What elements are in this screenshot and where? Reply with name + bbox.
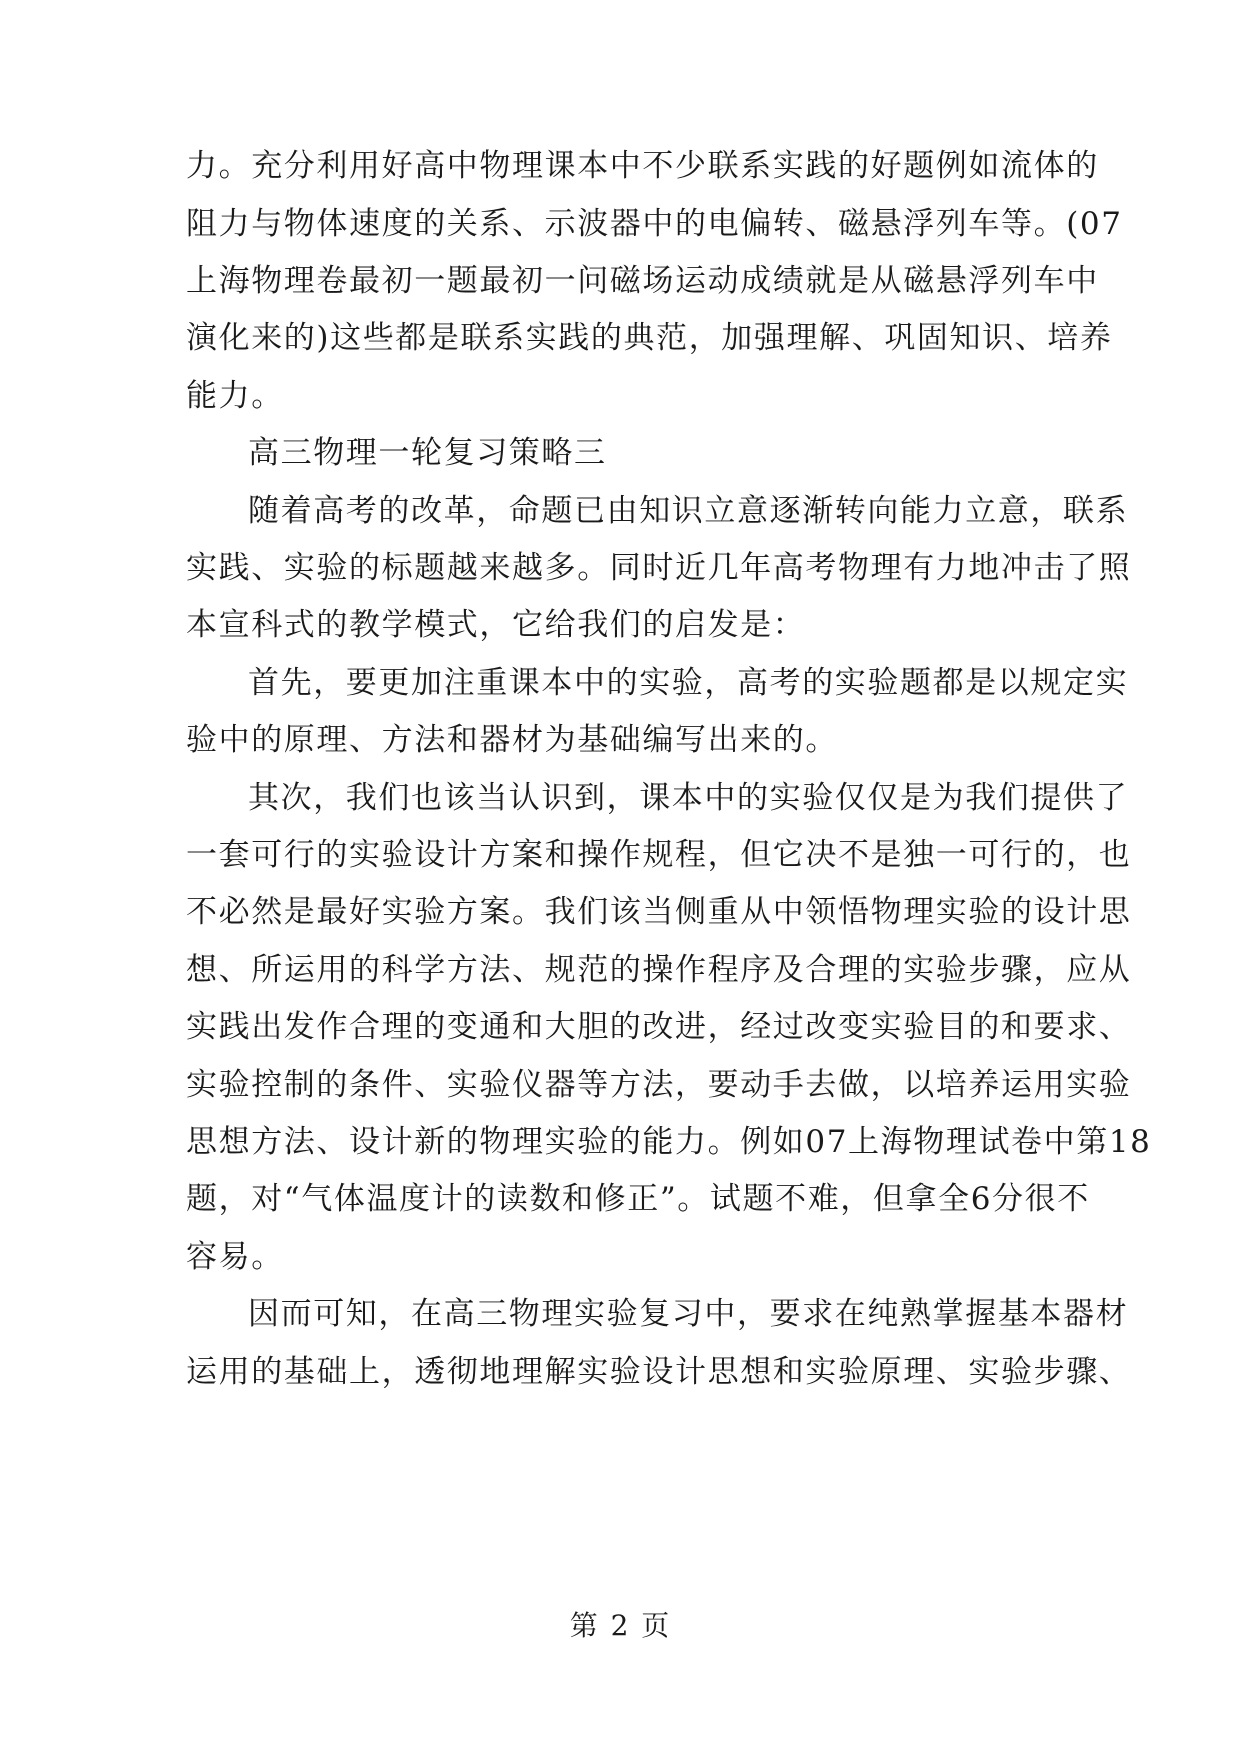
- body-text-line: 想、所运用的科学方法、规范的操作程序及合理的实验步骤，应从: [186, 952, 1132, 988]
- body-text-line: 运用的基础上，透彻地理解实验设计思想和实验原理、实验步骤、: [186, 1354, 1132, 1390]
- body-text-line: 一套可行的实验设计方案和操作规程，但它决不是独一可行的，也: [186, 837, 1132, 873]
- body-text-line: 随着高考的改革，命题已由知识立意逐渐转向能力立意，联系: [248, 493, 1129, 529]
- body-text-line: 本宣科式的教学模式，它给我们的启发是：: [186, 607, 806, 643]
- body-text-line: 能力。: [186, 378, 284, 414]
- body-text-line: 演化来的)这些都是联系实践的典范，加强理解、巩固知识、培养: [186, 320, 1113, 356]
- body-text-line: 容易。: [186, 1239, 284, 1275]
- body-text-line: 实践、实验的标题越来越多。同时近几年高考物理有力地冲击了照: [186, 550, 1132, 586]
- body-text-line: 题，对“气体温度计的读数和修正”。试题不难，但拿全6分很不: [186, 1181, 1090, 1217]
- section-heading: 高三物理一轮复习策略三: [248, 435, 607, 471]
- body-text-line: 实验控制的条件、实验仪器等方法，要动手去做，以培养运用实验: [186, 1067, 1132, 1103]
- body-text-line: 因而可知，在高三物理实验复习中，要求在纯熟掌握基本器材: [248, 1296, 1129, 1332]
- body-text-line: 验中的原理、方法和器材为基础编写出来的。: [186, 722, 838, 758]
- body-text-line: 其次，我们也该当认识到，课本中的实验仅仅是为我们提供了: [248, 780, 1129, 816]
- body-text-line: 阻力与物体速度的关系、示波器中的电偏转、磁悬浮列车等。(07: [186, 206, 1123, 242]
- page-number: 第 2 页: [569, 1609, 672, 1642]
- body-text-line: 上海物理卷最初一题最初一问磁场运动成绩就是从磁悬浮列车中: [186, 263, 1099, 299]
- body-text-line: 力。充分利用好高中物理课本中不少联系实践的好题例如流体的: [186, 148, 1099, 184]
- body-text-line: 不必然是最好实验方案。我们该当侧重从中领悟物理实验的设计思: [186, 894, 1132, 930]
- body-text-line: 思想方法、设计新的物理实验的能力。例如07上海物理试卷中第18: [186, 1124, 1152, 1160]
- body-text-line: 实践出发作合理的变通和大胆的改进，经过改变实验目的和要求、: [186, 1009, 1132, 1045]
- body-text-line: 首先，要更加注重课本中的实验，高考的实验题都是以规定实: [248, 665, 1129, 701]
